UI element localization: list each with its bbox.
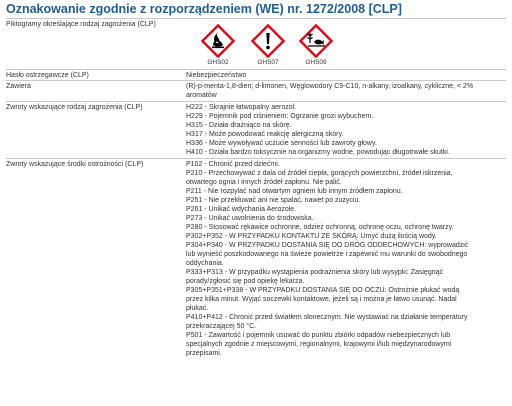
precaution-line: oddychania. [186, 260, 224, 267]
precaution-line: P210 - Przechowywać z dala od źródeł ciepła, gorących powierzchni, źródeł iskrzenia, [186, 170, 453, 177]
contains-value: (R)-p-menta-1,8-dien; d-limonen, Węglowodory C9-C10, n-alkany, izoalkany, cykliczne, < 2% aromatów [186, 83, 474, 99]
hazard-statement: H317 - Może powodować reakcję alergiczną skóry. [186, 131, 344, 138]
pictogram-code: GHS07 [257, 59, 279, 66]
precaution-line: P211 - Nie rozpylać nad otwartym ogniem lub innym źródłem zapłonu. [186, 188, 403, 195]
hazard-statement: H229 - Pojemnik pod ciśnieniem: Ogrzanie grozi wybuchem. [186, 113, 374, 120]
hazard-statements-label: Zwroty wskazujące rodzaj zagrożenia (CLP) [6, 104, 143, 111]
row-divider [6, 158, 506, 159]
precaution-line: P261 - Unikać wdychania Aerozole. [186, 206, 297, 213]
precaution-line: P501 - Zawartość i pojemnik usuwać do punktu zbiórki odpadów niebezpiecznych lub [186, 332, 451, 339]
exclamation-icon [251, 24, 285, 58]
title-divider [6, 18, 506, 19]
precautionary-statements-list [186, 160, 502, 358]
pictogram-ghs07 [249, 24, 287, 67]
precaution-line: płukać. [186, 305, 209, 312]
hazard-statement: H222 - Skrajnie łatwopalny aerozol. [186, 104, 297, 111]
pictogram-ghs09 [297, 24, 335, 67]
precaution-line: przekraczającej 50 °C. [186, 323, 257, 330]
pictogram-code: GHS02 [207, 59, 229, 66]
precaution-line: P251 - Nie przekłuwać ani nie spalać, nawet po zużyciu. [186, 197, 361, 204]
environment-icon [299, 24, 333, 58]
precaution-line: P333+P313 - W przypadku wystąpienia podrażnienia skóry lub wysypki: Zasięgnąć [186, 269, 443, 276]
hazard-statement: H410 - Działa bardzo toksycznie na organizmy wodne, powodując długotrwałe skutki. [186, 149, 450, 156]
precaution-line: P410+P412 - Chronić przed światłem słonecznym. Nie wystawiać na działanie temperatury [186, 314, 468, 321]
precaution-line: P304+P340 - W PRZYPADKU DOSTANIA SIĘ DO DRÓG ODDECHOWYCH: wyprowadzić [186, 242, 469, 249]
precaution-line: P102 - Chronić przed dziećmi. [186, 161, 280, 168]
section-title: Oznakowanie zgodnie z rozporządzeniem (WE) nr. 1272/2008 [CLP] [6, 2, 402, 16]
precaution-line: przez kilka minut. Wyjąć soczewki kontaktowe, jeżeli są i można je łatwo usunąć. Nadal [186, 296, 457, 303]
hazard-statement: H315 - Działa drażniąco na skórę. [186, 122, 292, 129]
row-divider [6, 69, 506, 70]
precaution-line: P280 - Stosować rękawice ochronne, odzież ochronną, ochronę oczu, ochronę twarzy. [186, 224, 454, 231]
precaution-line: otwartego ognia i innych źródeł zapłonu. Nie palić. [186, 179, 342, 186]
precaution-line: specjalnych zgodnie z miejscowymi, regionalnymi, krajowymi i/lub międzynarodowymi [186, 341, 452, 348]
pictogram-code: GHS09 [305, 59, 327, 66]
precaution-line: porady/zgłosić się pod opiekę lekarza. [186, 278, 305, 285]
pictograms-label: Piktogramy określające rodzaj zagrożenia (CLP) [6, 21, 156, 28]
precaution-line: P302+P352 - W PRZYPADKU KONTAKTU ZE SKÓRĄ: Umyć dużą ilością wody. [186, 233, 437, 240]
flame-icon [201, 24, 235, 58]
precaution-line: P305+P351+P338 - W PRZYPADKU DOSTANIA SIĘ DO OCZU: Ostrożnie płukać wodą [186, 287, 460, 294]
precaution-line: P273 - Unikać uwolnienia do środowiska. [186, 215, 314, 222]
signal-word-label: Hasło ostrzegawcze (CLP) [6, 72, 89, 79]
pictogram-ghs02 [199, 24, 237, 67]
row-divider [6, 80, 506, 81]
precaution-line: przepisami. [186, 350, 222, 357]
hazard-statement: H336 - Może wywoływać uczucie senności lub zawroty głowy. [186, 140, 377, 147]
hazard-statements-list [186, 103, 502, 157]
signal-word-value: Niebezpieczeństwo [186, 72, 247, 79]
precautionary-statements-label: Zwroty wskazujące środki ostrożności (CLP) [6, 161, 144, 168]
row-divider [6, 101, 506, 102]
contains-label: Zawiera [6, 83, 31, 90]
precaution-line: lub wynieść poszkodowanego na świeże powietrze i zapewnić mu warunki do swobodnego [186, 251, 468, 258]
